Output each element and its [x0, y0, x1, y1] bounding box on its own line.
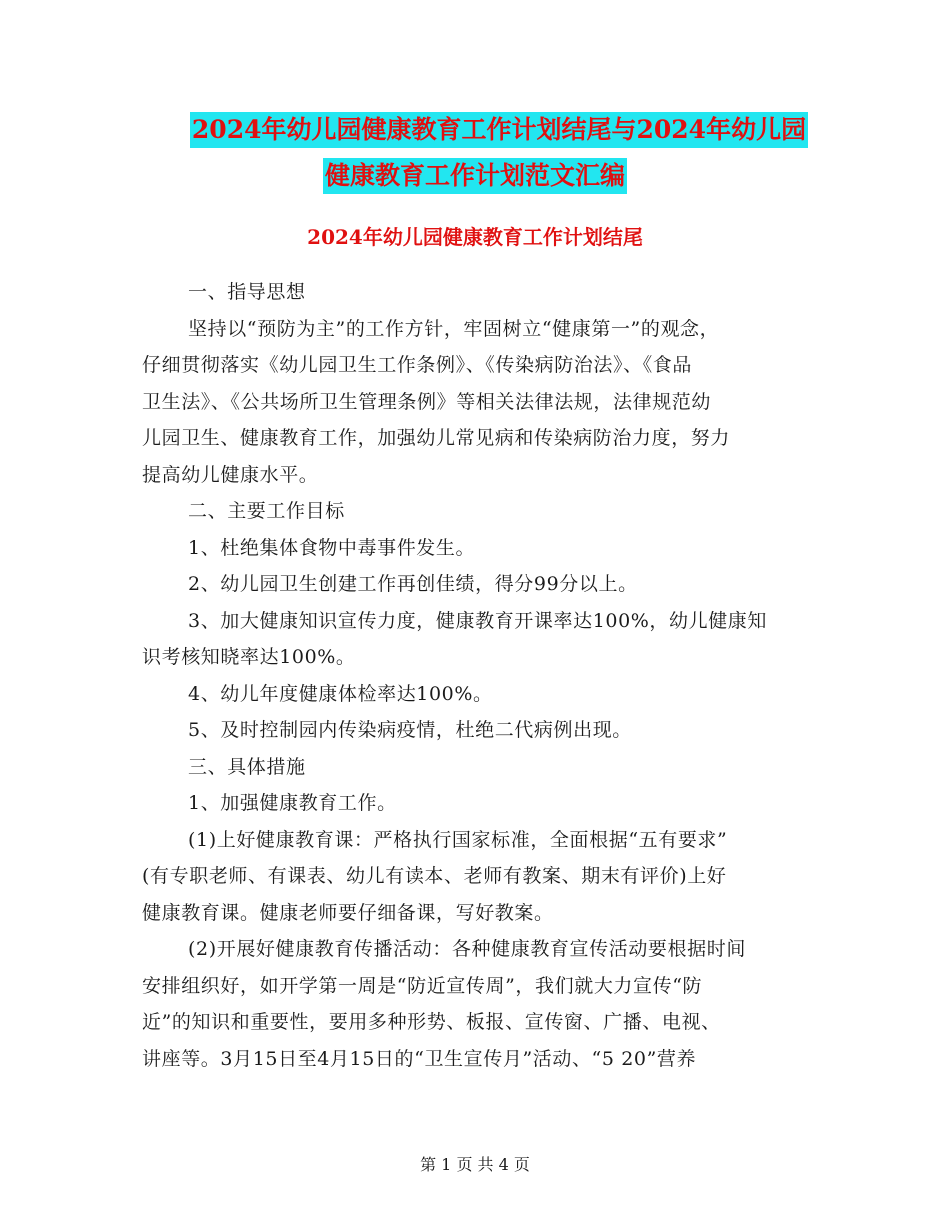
text-line: 1、加强健康教育工作。: [188, 792, 397, 814]
text-line: 识考核知晓率达100%。: [142, 646, 356, 668]
text-line: (有专职老师、有课表、幼儿有读本、老师有教案、期末有评价)上好: [142, 865, 727, 887]
text-line: 讲座等。3月15日至4月15日的“卫生宣传月”活动、“5 20”营养: [142, 1047, 697, 1070]
text-line: 二、主要工作目标: [188, 500, 345, 522]
text-line: 卫生法》、《公共场所卫生管理条例》等相关法律法规，法律规范幼: [142, 390, 712, 413]
text-line: 提高幼儿健康水平。: [142, 463, 319, 486]
text-line: 仔细贯彻落实《幼儿园卫生工作条例》、《传染病防治法》、《食品: [142, 354, 693, 376]
text-line: 2、幼儿园卫生创建工作再创佳绩，得分99分以上。: [188, 573, 638, 595]
text-line: 坚持以“预防为主”的工作方针，牢固树立“健康第一”的观念，: [188, 317, 720, 340]
text-line: 1、杜绝集体食物中毒事件发生。: [188, 536, 476, 559]
title-line-2: 健康教育工作计划范文汇编: [323, 158, 627, 194]
text-line: (1)上好健康教育课：严格执行国家标准，全面根据“五有要求”: [188, 828, 728, 851]
text-line: 安排组织好，如开学第一周是“防近宣传周”，我们就大力宣传“防: [142, 974, 703, 997]
text-line: 近”的知识和重要性，要用多种形势、板报、宣传窗、广播、电视、: [142, 1011, 721, 1033]
text-line: 健康教育课。健康老师要仔细备课，写好教案。: [142, 901, 554, 924]
text-line: 三、具体措施: [188, 755, 306, 778]
text-line: 5、及时控制园内传染病疫情，杜绝二代病例出现。: [188, 719, 632, 741]
title-line-1: 2024年幼儿园健康教育工作计划结尾与2024年幼儿园: [190, 112, 808, 148]
text-line: 4、幼儿年度健康体检率达100%。: [188, 682, 493, 705]
text-line: 3、加大健康知识宣传力度，健康教育开课率达100%，幼儿健康知: [188, 609, 768, 632]
text-line: 一、指导思想: [188, 281, 306, 303]
section-subtitle: 2024年幼儿园健康教育工作计划结尾: [307, 225, 643, 249]
body-text: [142, 274, 810, 1077]
text-line: 儿园卫生、健康教育工作，加强幼儿常见病和传染病防治力度，努力: [142, 427, 731, 449]
document-title: [140, 112, 810, 194]
text-line: (2)开展好健康教育传播活动：各种健康教育宣传活动要根据时间: [188, 938, 746, 960]
page-footer: 第 1 页 共 4 页: [420, 1155, 530, 1174]
